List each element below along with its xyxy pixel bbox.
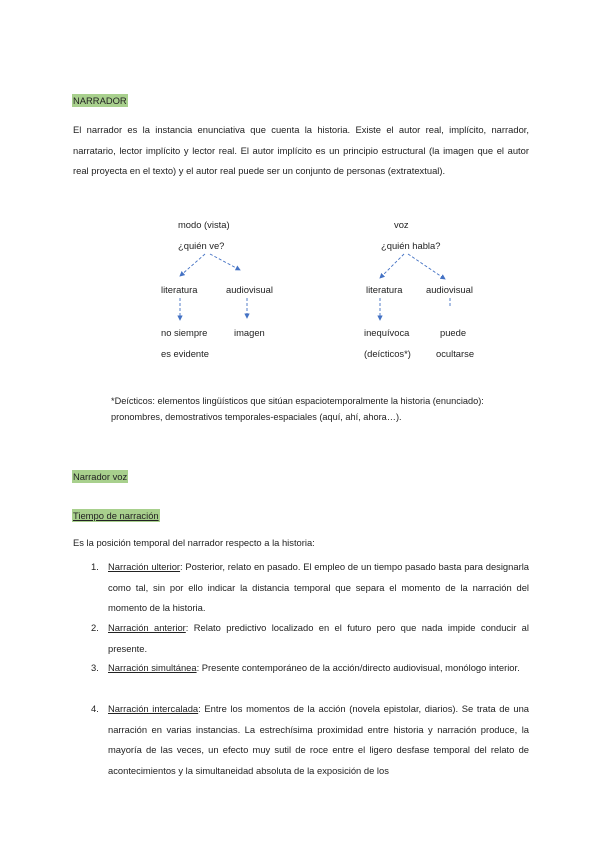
list-item-number: 4. bbox=[91, 703, 99, 714]
list-item bbox=[108, 557, 529, 619]
diagram-right-head2: ¿quién habla? bbox=[381, 240, 441, 251]
arrow-right-audiovisual bbox=[408, 254, 445, 279]
subsection-heading: Tiempo de narración bbox=[73, 510, 159, 521]
list-item-number: 2. bbox=[91, 622, 99, 633]
intro-paragraph: El narrador es la instancia enunciativa que cuenta la historia. Existe el autor real, implícito, narrador, narratario, lector implícito y lector real. El autor implícito es un principio estructural (la imagen que el autor real proyecta en el texto) y el autor real puede ser un conjunto de personas (extratextual). bbox=[73, 124, 529, 176]
list-item-text: : Presente contemporáneo de la acción/directo audiovisual, monólogo interior. bbox=[196, 662, 520, 673]
list-item bbox=[108, 618, 529, 659]
section-heading-voz: Narrador voz bbox=[73, 471, 128, 482]
subsection-intro: Es la posición temporal del narrador respecto a la historia: bbox=[73, 537, 315, 548]
list-item-number: 1. bbox=[91, 561, 99, 572]
list-item-term: Narración simultánea bbox=[108, 662, 197, 673]
diagram-right-branch-b: audiovisual bbox=[426, 284, 473, 295]
arrow-left-audiovisual bbox=[210, 254, 240, 270]
diagram-right-leaf-b1: puede bbox=[440, 327, 467, 338]
arrow-right-literatura bbox=[380, 254, 404, 278]
diagram-left-head1: modo (vista) bbox=[178, 219, 230, 230]
diagram-left-branch-a: literatura bbox=[161, 284, 198, 295]
diagram-right-head1: voz bbox=[394, 219, 409, 230]
diagram-right-leaf-a2: (deícticos*) bbox=[364, 348, 411, 359]
list-item bbox=[108, 699, 529, 781]
arrow-left-literatura bbox=[180, 254, 205, 276]
list-item-term: Narración anterior bbox=[108, 622, 186, 633]
diagram-right-leaf-b2: ocultarse bbox=[436, 348, 475, 359]
list-item-text: : Posterior, relato en pasado. El empleo de un tiempo pasado basta para designarla como tal, sin por ello indicar la distancia temporal que separa el momento de la narración del momento de la historia. bbox=[108, 561, 529, 613]
diagram-left-head2: ¿quién ve? bbox=[178, 240, 225, 251]
diagram-left-leaf-a2: es evidente bbox=[161, 348, 209, 359]
list-item-number: 3. bbox=[91, 662, 99, 673]
list-item bbox=[108, 658, 529, 679]
list-item-text: : Relato predictivo localizado en el futuro pero que nada impide conducir al presente. bbox=[108, 622, 529, 654]
page-title: NARRADOR bbox=[73, 95, 127, 106]
diagram-left-branch-b: audiovisual bbox=[226, 284, 273, 295]
diagram-right-leaf-a1: inequívoca bbox=[364, 327, 410, 338]
list-item-term: Narración ulterior bbox=[108, 561, 181, 572]
list-item-term: Narración intercalada bbox=[108, 703, 199, 714]
diagram-right-branch-a: literatura bbox=[366, 284, 403, 295]
deicticos-note: *Deícticos: elementos lingüísticos que sitúan espaciotemporalmente la historia (enunciado): pronombres, demostrativos temporales-espaciales (aquí, ahí, ahora…). bbox=[111, 396, 484, 422]
diagram-left-leaf-a1: no siempre bbox=[161, 327, 208, 338]
list-item-text: : Entre los momentos de la acción (novela epistolar, diarios). Se trata de una narración en varias instancias. La estrechísima proximidad entre historia y narración produce, la mayoría de las veces, un efecto muy sutil de roce entre el ligero desfase temporal del relato de acontecimientos y la simultaneidad absoluta de la exposición de los bbox=[108, 703, 530, 776]
diagram-left-leaf-b1: imagen bbox=[234, 327, 265, 338]
